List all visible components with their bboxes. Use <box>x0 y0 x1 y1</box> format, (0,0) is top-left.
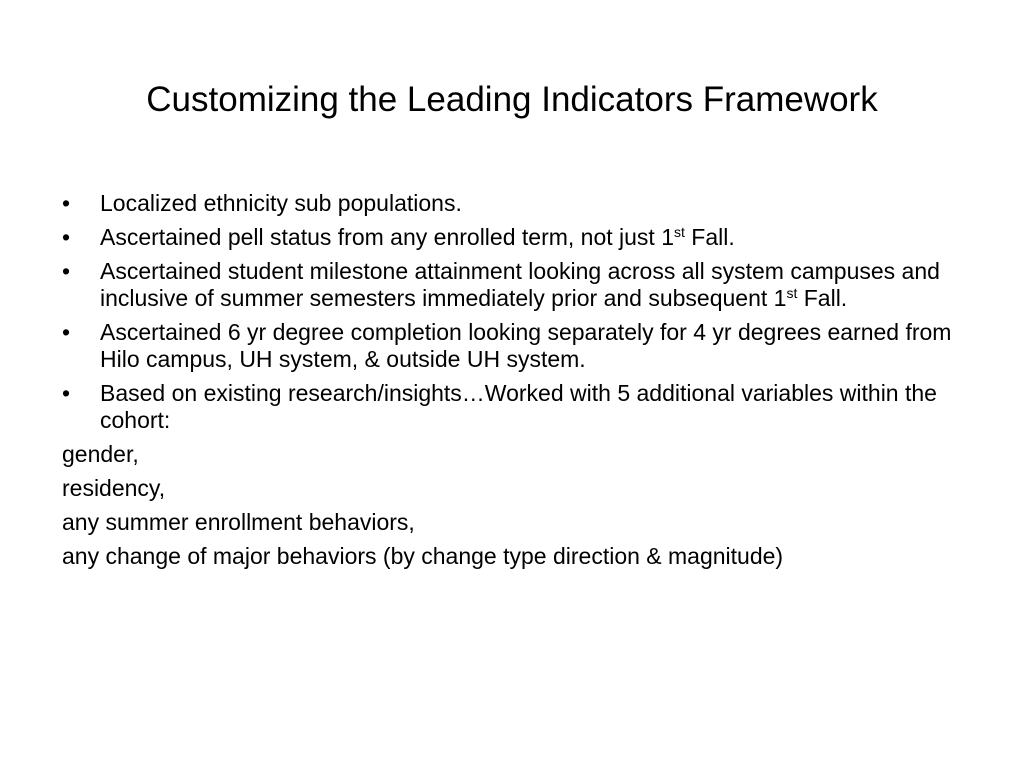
bullet-list <box>62 190 992 570</box>
bullet-text: Ascertained student milestone attainment looking across all system campuses and inclusive of summer semesters immediately prior and subsequent 1 <box>100 258 940 311</box>
list-item <box>62 224 992 251</box>
bullet-icon: • <box>62 380 71 406</box>
list-item <box>62 380 992 434</box>
bullet-text-tail: Fall. <box>684 224 735 250</box>
bullet-text: Based on existing research/insights…Worked with 5 additional variables within the cohort: <box>100 380 937 433</box>
variable-line: any summer enrollment behaviors, <box>62 509 415 535</box>
variable-line: any change of major behaviors (by change type direction & magnitude) <box>62 543 784 569</box>
list-item <box>62 190 992 217</box>
bullet-icon: • <box>62 190 71 216</box>
bullet-text-tail: Fall. <box>797 285 848 311</box>
ordinal-superscript: st <box>786 285 798 301</box>
bullet-text: Ascertained pell status from any enrolled term, not just 1 <box>100 224 675 250</box>
bullet-text: Ascertained 6 yr degree completion looking separately for 4 yr degrees earned from Hilo campus, UH system, & outside UH system. <box>100 319 952 372</box>
variable-line: residency, <box>62 475 166 501</box>
variable-line: gender, <box>62 441 139 467</box>
bullet-icon: • <box>62 319 71 345</box>
bullet-text: Localized ethnicity sub populations. <box>100 190 462 216</box>
bullet-icon: • <box>62 258 71 284</box>
slide-title: Customizing the Leading Indicators Framework <box>146 80 878 119</box>
list-item <box>62 319 992 373</box>
list-item <box>62 258 992 312</box>
bullet-icon: • <box>62 224 71 250</box>
ordinal-superscript: st <box>674 224 685 240</box>
